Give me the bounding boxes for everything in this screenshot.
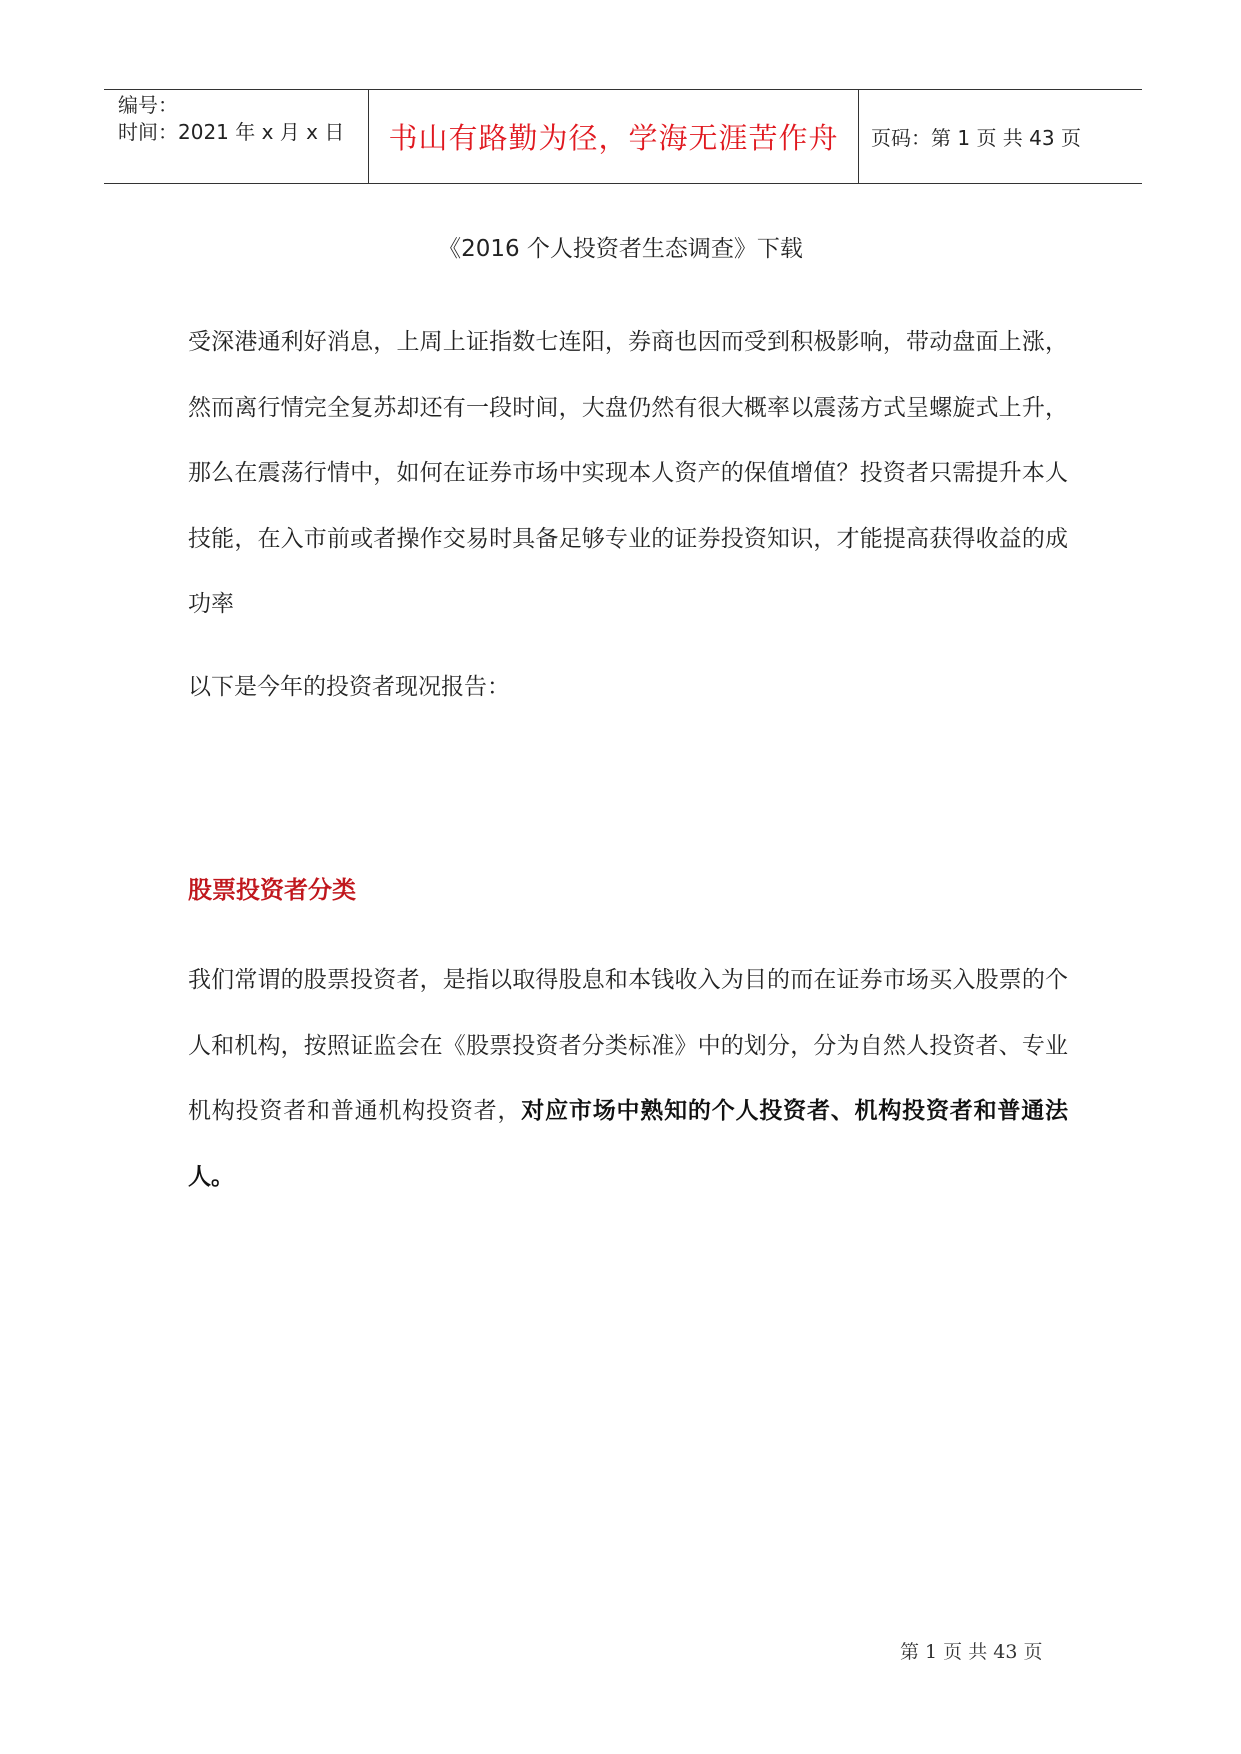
document-number-label: 编号： — [118, 93, 178, 117]
document-time-label: 时间：2021 年 x 月 x 日 — [118, 120, 345, 144]
header-info-cell — [104, 90, 369, 183]
intro-paragraph: 受深港通利好消息，上周上证指数七连阳，券商也因而受到积极影响，带动盘面上涨，然而离行情完全复苏却还有一段时间，大盘仍然有很大概率以震荡方式呈螺旋式上升，那么在震荡行情中，如何在证券市场中实现本人资产的保值增值？投资者只需提升本人技能，在入市前或者操作交易时具备足够专业的证券投资知识，才能提高获得收益的成功率 — [188, 329, 1068, 617]
header-table — [104, 89, 1142, 184]
motto-text: 书山有路勤为径，学海无涯苦作舟 — [388, 121, 839, 155]
section-heading: 股票投资者分类 — [188, 876, 356, 904]
classification-bold-text: 对应市场中熟知的个人投资者、机构投资者和普通法人。 — [188, 1098, 1069, 1190]
report-lead-paragraph: 以下是今年的投资者现况报告： — [188, 674, 510, 700]
page-code-label: 页码：第 1 页 共 43 页 — [871, 126, 1081, 150]
header-motto-cell — [369, 90, 859, 183]
classification-paragraph — [188, 948, 1068, 1210]
footer-page-number: 第 1 页 共 43 页 — [900, 1641, 1043, 1663]
document-title: 《2016 个人投资者生态调查》下载 — [438, 236, 803, 262]
classification-text: 我们常谓的股票投资者，是指以取得股息和本钱收入为目的而在证券市场买入股票的个人和机构，按照证监会在《股票投资者分类标准》中的划分，分为自然人投资者、专业机构投资者和普通机构投资者， — [188, 967, 1068, 1124]
header-page-cell — [859, 90, 1142, 183]
